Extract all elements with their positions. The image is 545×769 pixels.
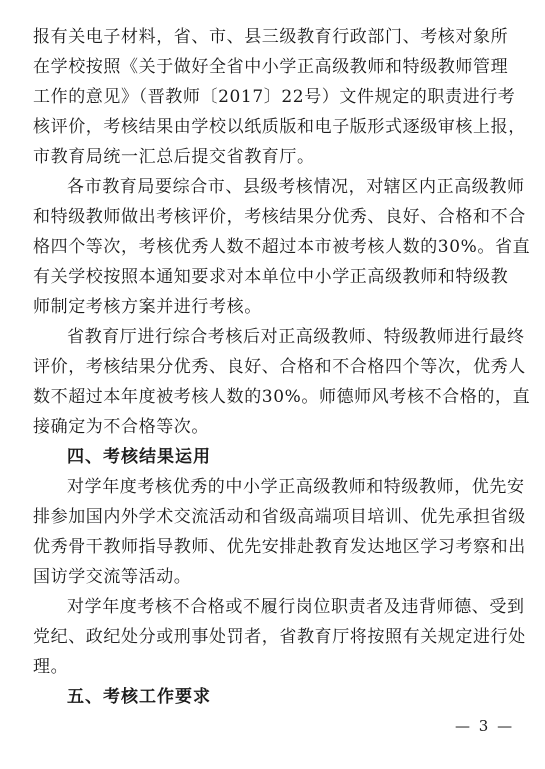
- body-line: 有关学校按照本通知要求对本单位中小学正高级教师和特级教: [33, 267, 509, 287]
- body-line: 理。: [33, 657, 69, 677]
- body-line: 市教育局统一汇总后提交省教育厅。: [33, 147, 315, 167]
- body-line: 排参加国内外学术交流活动和省级高端项目培训、优先承担省级: [33, 507, 526, 527]
- body-line: 省教育厅进行综合考核后对正高级教师、特级教师进行最终: [67, 327, 525, 347]
- body-line: 工作的意见》（晋教师〔2017〕22号）文件规定的职责进行考: [33, 87, 516, 107]
- body-line: 核评价，考核结果由学校以纸质版和电子版形式逐级审核上报，: [33, 117, 526, 137]
- body-line: 格四个等次，考核优秀人数不超过本市被考核人数的30%。省直: [33, 237, 531, 257]
- section-heading: 五、考核工作要求: [67, 687, 211, 707]
- body-line: 数不超过本年度被考核人数的30%。师德师风考核不合格的，直: [33, 387, 531, 407]
- body-line: 优秀骨干教师指导教师、优先安排赴教育发达地区学习考察和出: [33, 537, 526, 557]
- body-line: 报有关电子材料，省、市、县三级教育行政部门、考核对象所: [33, 27, 509, 47]
- body-line: 对学年度考核优秀的中小学正高级教师和特级教师，优先安: [67, 477, 525, 497]
- body-line: 和特级教师做出考核评价，考核结果分优秀、良好、合格和不合: [33, 207, 526, 227]
- document-page: [33, 22, 531, 712]
- body-line: 接确定为不合格等次。: [33, 417, 209, 437]
- body-line: 党纪、政纪处分或刑事处罚者，省教育厅将按照有关规定进行处: [33, 627, 526, 647]
- body-line: 对学年度考核不合格或不履行岗位职责者及违背师德、受到: [67, 597, 525, 617]
- body-line: 评价，考核结果分优秀、良好、合格和不合格四个等次，优秀人: [33, 357, 526, 377]
- body-line: 在学校按照《关于做好全省中小学正高级教师和特级教师管理: [33, 57, 509, 77]
- body-line: 国访学交流等活动。: [33, 567, 192, 587]
- section-heading: 四、考核结果运用: [67, 447, 211, 467]
- body-line: 师制定考核方案并进行考核。: [33, 297, 262, 317]
- body-line: 各市教育局要综合市、县级考核情况，对辖区内正高级教师: [67, 177, 525, 197]
- page-number: — 3 —: [455, 717, 515, 735]
